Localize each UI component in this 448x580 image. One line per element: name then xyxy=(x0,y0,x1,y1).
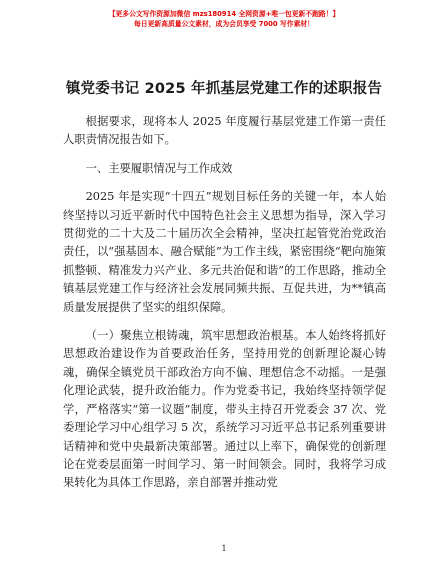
document-title: 镇党委书记 2025 年抓基层党建工作的述职报告 xyxy=(65,81,383,97)
promo-banner-line-1: 【更多公文写作资源加微信 mzs180914 全网资源+唯一包更新不跑路！】 xyxy=(108,10,340,18)
subsection-paragraph: （一）聚焦立根铸魂，筑牢思想政治根基。本人始终将抓好思想政治建设作为首要政治任务，坚持用党的创新理论凝心铸魂，确保全镇党员干部政治方向不偏、理想信念不动摇。一是强化理论武装，提升政治能力。作为党委书记，我始终坚持领学促学，严格落实“第一议题”制度，带头主持召开党委会 37 次、党委理论学习中心组学习 5 次，系统学习习近平总书记系列重要讲话精神和党中央最新决策部署。通过以上率下，确保党的创新理论在党委层面第一时间学习、第一时间领会。同时，我将学习成果转化为具体工作思路，亲自部署并推动党 xyxy=(63,329,386,490)
document-body xyxy=(63,113,386,498)
overview-paragraph: 2025 年是实现“十四五”规划目标任务的关键一年，本人始终坚持以习近平新时代中国特色社会主义思想为指导，深入学习贯彻党的二十大及二十届历次全会精神，坚决扛起管党治党政治责任，以“强基固本、融合赋能”为工作主线，紧密围绕“靶向施策抓整顿、精准发力兴产业、多元共治促和谐”的工作思路，推动全镇基层党建工作与经济社会发展同频共振、互促共进，为**镇高质量发展提供了坚实的组织保障。 xyxy=(63,190,386,314)
intro-paragraph: 根据要求，现将本人 2025 年度履行基层党建工作第一责任人职责情况报告如下。 xyxy=(63,115,386,147)
section-heading: 一、主要履职情况与工作成效 xyxy=(85,161,233,175)
page-number: 1 xyxy=(221,544,227,553)
promo-banner xyxy=(0,9,448,29)
promo-banner-line-2: 每日更新高质量公文素材，成为会员享受 7000 写作素材！ xyxy=(134,20,314,28)
